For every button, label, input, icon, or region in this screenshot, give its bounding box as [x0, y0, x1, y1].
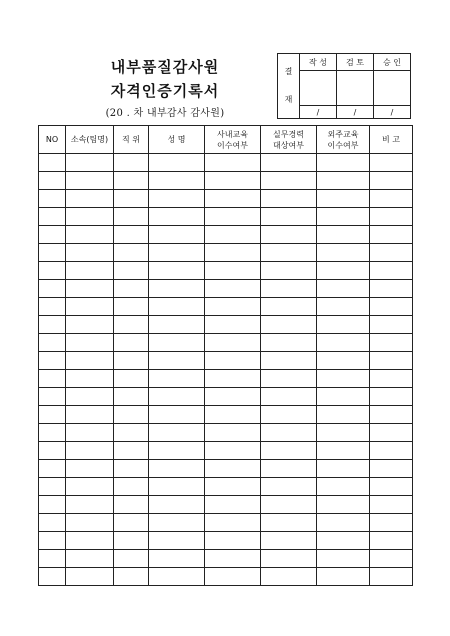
table-cell[interactable]	[317, 406, 370, 424]
table-cell[interactable]	[39, 460, 66, 478]
table-cell[interactable]	[205, 496, 261, 514]
table-cell[interactable]	[205, 442, 261, 460]
table-cell[interactable]	[205, 568, 261, 586]
table-row	[39, 190, 413, 208]
table-cell[interactable]	[39, 316, 66, 334]
table-cell[interactable]	[114, 190, 149, 208]
col-header-work-experience	[261, 126, 317, 154]
table-cell[interactable]	[39, 298, 66, 316]
table-cell[interactable]	[261, 244, 317, 262]
table-cell[interactable]	[205, 334, 261, 352]
table-cell[interactable]	[149, 514, 205, 532]
table-cell[interactable]	[66, 550, 114, 568]
table-row	[39, 154, 413, 172]
table-cell[interactable]	[39, 568, 66, 586]
table-cell[interactable]	[317, 244, 370, 262]
table-cell[interactable]	[149, 226, 205, 244]
table-cell[interactable]	[317, 208, 370, 226]
table-cell[interactable]	[39, 424, 66, 442]
table-cell[interactable]	[66, 424, 114, 442]
col-header-external-training	[317, 126, 370, 154]
table-cell[interactable]	[149, 424, 205, 442]
table-cell[interactable]	[114, 388, 149, 406]
table-cell[interactable]	[66, 388, 114, 406]
table-cell[interactable]	[205, 262, 261, 280]
table-cell[interactable]	[66, 406, 114, 424]
table-cell[interactable]	[114, 460, 149, 478]
table-cell[interactable]	[261, 208, 317, 226]
table-cell[interactable]	[370, 406, 413, 424]
table-cell[interactable]	[205, 280, 261, 298]
table-cell[interactable]	[317, 568, 370, 586]
table-cell[interactable]	[261, 298, 317, 316]
table-cell[interactable]	[39, 262, 66, 280]
document-subtitle: (20 . 차 내부감사 감사원)	[105, 108, 225, 119]
table-cell[interactable]	[114, 424, 149, 442]
table-cell[interactable]	[114, 244, 149, 262]
table-cell[interactable]	[370, 154, 413, 172]
table-cell[interactable]	[370, 172, 413, 190]
table-cell[interactable]	[261, 280, 317, 298]
table-cell[interactable]	[317, 460, 370, 478]
table-cell[interactable]	[39, 190, 66, 208]
table-cell[interactable]	[370, 280, 413, 298]
table-row	[39, 316, 413, 334]
table-cell[interactable]	[114, 280, 149, 298]
table-cell[interactable]	[114, 226, 149, 244]
table-cell[interactable]	[370, 424, 413, 442]
col-header-internal-training-line1: 사내교육	[217, 129, 248, 139]
table-cell[interactable]	[317, 388, 370, 406]
table-cell[interactable]	[149, 352, 205, 370]
table-cell[interactable]	[261, 496, 317, 514]
table-cell[interactable]	[66, 496, 114, 514]
approval-side-label-top: 결	[284, 67, 293, 76]
table-cell[interactable]	[317, 298, 370, 316]
table-cell[interactable]	[66, 262, 114, 280]
table-cell[interactable]	[205, 190, 261, 208]
table-cell[interactable]	[261, 406, 317, 424]
table-cell[interactable]	[66, 514, 114, 532]
table-cell[interactable]	[205, 226, 261, 244]
table-cell[interactable]	[149, 154, 205, 172]
table-row	[39, 406, 413, 424]
col-header-work-experience-line1: 실무경력	[273, 129, 304, 139]
approval-header-approve: 승 인	[374, 54, 411, 71]
table-cell[interactable]	[114, 370, 149, 388]
col-header-external-training-line2: 이수여부	[327, 140, 359, 150]
table-cell[interactable]	[370, 334, 413, 352]
table-cell[interactable]	[114, 550, 149, 568]
table-cell[interactable]	[66, 460, 114, 478]
col-header-department	[66, 126, 114, 154]
approval-signature-author[interactable]	[300, 71, 337, 106]
table-row	[39, 478, 413, 496]
table-cell[interactable]	[370, 316, 413, 334]
table-cell[interactable]	[317, 172, 370, 190]
table-row	[39, 208, 413, 226]
table-cell[interactable]	[261, 568, 317, 586]
table-cell[interactable]	[39, 442, 66, 460]
approval-signature-review[interactable]	[337, 71, 374, 106]
table-cell[interactable]	[370, 226, 413, 244]
table-cell[interactable]	[114, 334, 149, 352]
table-cell[interactable]	[317, 352, 370, 370]
approval-date-approve[interactable]: /	[374, 106, 411, 119]
table-row	[39, 280, 413, 298]
table-cell[interactable]	[149, 208, 205, 226]
table-cell[interactable]	[39, 370, 66, 388]
table-row	[39, 262, 413, 280]
table-cell[interactable]	[205, 406, 261, 424]
table-cell[interactable]	[317, 532, 370, 550]
table-cell[interactable]	[370, 352, 413, 370]
table-row	[39, 514, 413, 532]
table-cell[interactable]	[149, 442, 205, 460]
table-cell[interactable]	[205, 424, 261, 442]
table-cell[interactable]	[39, 154, 66, 172]
table-cell[interactable]	[114, 478, 149, 496]
table-cell[interactable]	[114, 568, 149, 586]
approval-box	[277, 53, 411, 119]
table-cell[interactable]	[261, 154, 317, 172]
approval-header-review: 검 토	[337, 54, 374, 71]
table-cell[interactable]	[205, 370, 261, 388]
table-cell[interactable]	[39, 172, 66, 190]
table-cell[interactable]	[370, 208, 413, 226]
table-row	[39, 334, 413, 352]
table-cell[interactable]	[66, 316, 114, 334]
table-cell[interactable]	[317, 550, 370, 568]
table-cell[interactable]	[370, 514, 413, 532]
table-cell[interactable]	[317, 442, 370, 460]
table-cell[interactable]	[149, 496, 205, 514]
table-row	[39, 172, 413, 190]
table-cell[interactable]	[149, 478, 205, 496]
table-cell[interactable]	[66, 442, 114, 460]
table-cell[interactable]	[317, 280, 370, 298]
table-cell[interactable]	[39, 280, 66, 298]
table-cell[interactable]	[149, 532, 205, 550]
table-cell[interactable]	[317, 370, 370, 388]
table-cell[interactable]	[261, 172, 317, 190]
table-cell[interactable]	[114, 208, 149, 226]
table-cell[interactable]	[149, 244, 205, 262]
table-row	[39, 388, 413, 406]
table-cell[interactable]	[114, 496, 149, 514]
table-cell[interactable]	[149, 316, 205, 334]
table-body	[39, 154, 413, 586]
approval-side-label-bottom: 재	[284, 95, 293, 104]
table-cell[interactable]	[149, 298, 205, 316]
table-cell[interactable]	[317, 226, 370, 244]
col-header-name	[149, 126, 205, 154]
table-cell[interactable]	[317, 334, 370, 352]
table-row	[39, 532, 413, 550]
table-cell[interactable]	[317, 190, 370, 208]
approval-date-author[interactable]: /	[300, 106, 337, 119]
col-header-internal-training-line2: 이수여부	[217, 140, 248, 150]
table-cell[interactable]	[317, 316, 370, 334]
table-row	[39, 568, 413, 586]
table-row	[39, 442, 413, 460]
table-cell[interactable]	[149, 388, 205, 406]
document-title-line2: 자격인증기록서	[110, 82, 220, 100]
table-cell[interactable]	[114, 316, 149, 334]
table-cell[interactable]	[114, 406, 149, 424]
table-cell[interactable]	[66, 334, 114, 352]
table-row	[39, 298, 413, 316]
table-cell[interactable]	[370, 532, 413, 550]
approval-signature-approve[interactable]	[374, 71, 411, 106]
table-cell[interactable]	[261, 442, 317, 460]
table-cell[interactable]	[370, 442, 413, 460]
table-cell[interactable]	[205, 478, 261, 496]
table-cell[interactable]	[317, 424, 370, 442]
approval-side-label	[278, 54, 300, 119]
table-cell[interactable]	[114, 532, 149, 550]
table-cell[interactable]	[114, 172, 149, 190]
table-cell[interactable]	[261, 514, 317, 532]
table-cell[interactable]	[66, 532, 114, 550]
table-cell[interactable]	[114, 262, 149, 280]
table-cell[interactable]	[317, 496, 370, 514]
col-header-name-label: 성 명	[167, 135, 186, 144]
table-cell[interactable]	[149, 334, 205, 352]
table-cell[interactable]	[370, 568, 413, 586]
table-cell[interactable]	[261, 478, 317, 496]
table-cell[interactable]	[370, 370, 413, 388]
table-cell[interactable]	[39, 352, 66, 370]
table-row	[39, 370, 413, 388]
table-cell[interactable]	[39, 388, 66, 406]
table-cell[interactable]	[39, 226, 66, 244]
table-cell[interactable]	[66, 226, 114, 244]
table-cell[interactable]	[205, 514, 261, 532]
approval-header-author: 작 성	[300, 54, 337, 71]
table-cell[interactable]	[149, 568, 205, 586]
table-row	[39, 226, 413, 244]
col-header-remarks-label: 비 고	[382, 135, 400, 144]
table-cell[interactable]	[66, 298, 114, 316]
table-cell[interactable]	[39, 514, 66, 532]
col-header-remarks	[370, 126, 413, 154]
col-header-external-training-line1: 외주교육	[327, 129, 359, 139]
table-cell[interactable]	[149, 550, 205, 568]
table-cell[interactable]	[370, 244, 413, 262]
table-cell[interactable]	[261, 226, 317, 244]
table-cell[interactable]	[205, 532, 261, 550]
table-cell[interactable]	[261, 424, 317, 442]
table-cell[interactable]	[205, 388, 261, 406]
table-cell[interactable]	[261, 334, 317, 352]
table-row	[39, 352, 413, 370]
table-cell[interactable]	[205, 154, 261, 172]
table-cell[interactable]	[205, 298, 261, 316]
table-cell[interactable]	[370, 298, 413, 316]
document-title-line1: 내부품질감사원	[110, 58, 220, 76]
table-cell[interactable]	[39, 244, 66, 262]
col-header-no	[39, 126, 66, 154]
table-cell[interactable]	[66, 208, 114, 226]
table-cell[interactable]	[66, 172, 114, 190]
table-cell[interactable]	[39, 550, 66, 568]
table-cell[interactable]	[66, 370, 114, 388]
approval-date-review[interactable]: /	[337, 106, 374, 119]
table-cell[interactable]	[370, 388, 413, 406]
table-cell[interactable]	[317, 154, 370, 172]
table-cell[interactable]	[39, 478, 66, 496]
table-cell[interactable]	[39, 208, 66, 226]
table-cell[interactable]	[370, 478, 413, 496]
table-cell[interactable]	[205, 208, 261, 226]
col-header-position	[114, 126, 149, 154]
table-row	[39, 424, 413, 442]
table-cell[interactable]	[370, 460, 413, 478]
table-cell[interactable]	[205, 316, 261, 334]
table-cell[interactable]	[205, 352, 261, 370]
table-cell[interactable]	[114, 442, 149, 460]
table-cell[interactable]	[261, 388, 317, 406]
table-cell[interactable]	[66, 280, 114, 298]
table-cell[interactable]	[149, 406, 205, 424]
certification-table	[38, 125, 413, 586]
table-cell[interactable]	[205, 172, 261, 190]
table-cell[interactable]	[66, 478, 114, 496]
col-header-no-label: NO	[45, 135, 59, 144]
table-cell[interactable]	[39, 496, 66, 514]
table-cell[interactable]	[261, 316, 317, 334]
table-cell[interactable]	[149, 370, 205, 388]
table-cell[interactable]	[39, 532, 66, 550]
table-cell[interactable]	[149, 262, 205, 280]
table-cell[interactable]	[149, 190, 205, 208]
table-cell[interactable]	[114, 352, 149, 370]
table-cell[interactable]	[261, 550, 317, 568]
table-cell[interactable]	[370, 190, 413, 208]
table-header-row	[39, 126, 413, 154]
col-header-position-label: 직 위	[122, 135, 140, 144]
table-cell[interactable]	[261, 262, 317, 280]
table-cell[interactable]	[149, 460, 205, 478]
table-cell[interactable]	[66, 568, 114, 586]
col-header-work-experience-line2: 대상여부	[273, 140, 304, 150]
table-cell[interactable]	[114, 298, 149, 316]
table-cell[interactable]	[261, 460, 317, 478]
table-cell[interactable]	[370, 550, 413, 568]
table-cell[interactable]	[66, 190, 114, 208]
table-cell[interactable]	[205, 244, 261, 262]
table-cell[interactable]	[317, 478, 370, 496]
col-header-internal-training	[205, 126, 261, 154]
table-row	[39, 460, 413, 478]
table-cell[interactable]	[205, 550, 261, 568]
table-cell[interactable]	[66, 244, 114, 262]
table-cell[interactable]	[149, 172, 205, 190]
table-cell[interactable]	[39, 406, 66, 424]
table-cell[interactable]	[261, 532, 317, 550]
table-row	[39, 496, 413, 514]
table-row	[39, 550, 413, 568]
table-cell[interactable]	[66, 352, 114, 370]
table-cell[interactable]	[317, 262, 370, 280]
table-cell[interactable]	[370, 262, 413, 280]
table-cell[interactable]	[114, 154, 149, 172]
table-cell[interactable]	[317, 514, 370, 532]
table-cell[interactable]	[205, 460, 261, 478]
table-cell[interactable]	[66, 154, 114, 172]
col-header-department-label: 소속(팀명)	[70, 135, 109, 144]
table-cell[interactable]	[261, 352, 317, 370]
table-cell[interactable]	[370, 496, 413, 514]
table-cell[interactable]	[261, 370, 317, 388]
table-cell[interactable]	[261, 190, 317, 208]
table-cell[interactable]	[114, 514, 149, 532]
table-cell[interactable]	[149, 280, 205, 298]
table-cell[interactable]	[39, 334, 66, 352]
table-row	[39, 244, 413, 262]
